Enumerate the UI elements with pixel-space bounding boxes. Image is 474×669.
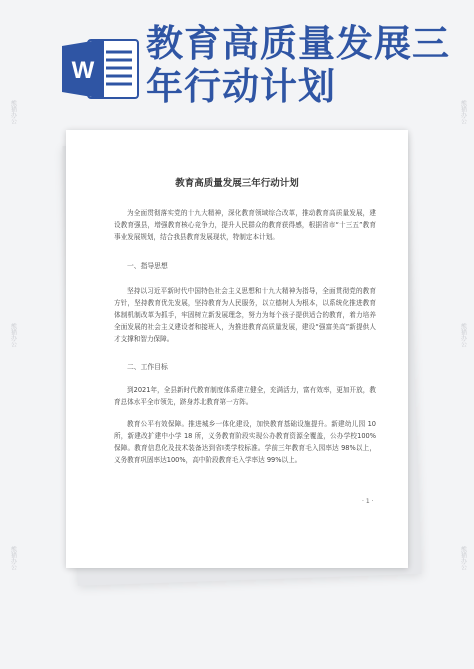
watermark-text: 熊猫办公 xyxy=(459,99,467,124)
watermark-text: 熊猫办公 xyxy=(9,545,17,570)
document-page xyxy=(66,130,408,568)
guiding-ideology-paragraph: 坚持以习近平新时代中国特色社会主义思想和十九大精神为指导，全面贯彻党的教育方针，坚持教育优先发展，坚持教育为人民服务，以立德树人为根本，以系统化推进教育体制机制改革为抓手，牢固树立新发展理念，努力为每个孩子提供适合的教育，着力培养全面发展的社会主义建设者和接班人，为推进教育高质量发展，建设“强富美高”新提供人才支撑和智力保障。 xyxy=(114,287,376,343)
document-title: 教育高质量发展三年行动计划 xyxy=(175,178,299,189)
word-icon-letter: W xyxy=(71,57,95,84)
watermark-text: 熊猫办公 xyxy=(9,99,17,124)
watermark-strip-left xyxy=(4,0,22,669)
page-number: · 1 · xyxy=(362,498,374,505)
work-goals-paragraph: 到2021年，全县新时代教育制度体系建立健全，充满活力，富有效率，更加开放，教育总体水平全市领先，跻身苏北教育第一方阵。 xyxy=(114,386,376,406)
watermark-text: 熊猫办公 xyxy=(459,545,467,570)
watermark-text: 熊猫办公 xyxy=(459,322,467,347)
intro-paragraph: 为全面贯彻落实党的十九大精神，深化教育领域综合改革，推动教育高质量发展，建设教育强县，增强教育核心竞争力，提升人民群众的教育获得感，根据省市“十三五”教育事业发展规划，结合我县教育发展现状，特制定本计划。 xyxy=(114,209,376,241)
word-document-icon xyxy=(62,38,140,100)
watermark-strip-right xyxy=(454,0,472,669)
banner xyxy=(0,0,474,110)
section-heading-work-goals: 二、工作目标 xyxy=(127,363,168,371)
watermark-text: 熊猫办公 xyxy=(9,322,17,347)
education-equity-paragraph: 教育公平有效保障。推进城乡一体化建设，加快教育基础设施提升。新建幼儿园 10 所，新建改扩建中小学 18 所，义务教育阶段实现公办教育资源全覆盖，公办学校100%保障。教育信息化及技术装备达到省Ⅰ类学校标准。学前三年教育毛入园率达 98%以上，义务教育巩固率达100%，高中阶段教育毛入学率达 99%以上。 xyxy=(114,420,376,464)
banner-title: 教育高质量发展三年行动计划 xyxy=(146,22,450,108)
section-heading-guiding-ideology: 一、指导思想 xyxy=(127,262,168,270)
